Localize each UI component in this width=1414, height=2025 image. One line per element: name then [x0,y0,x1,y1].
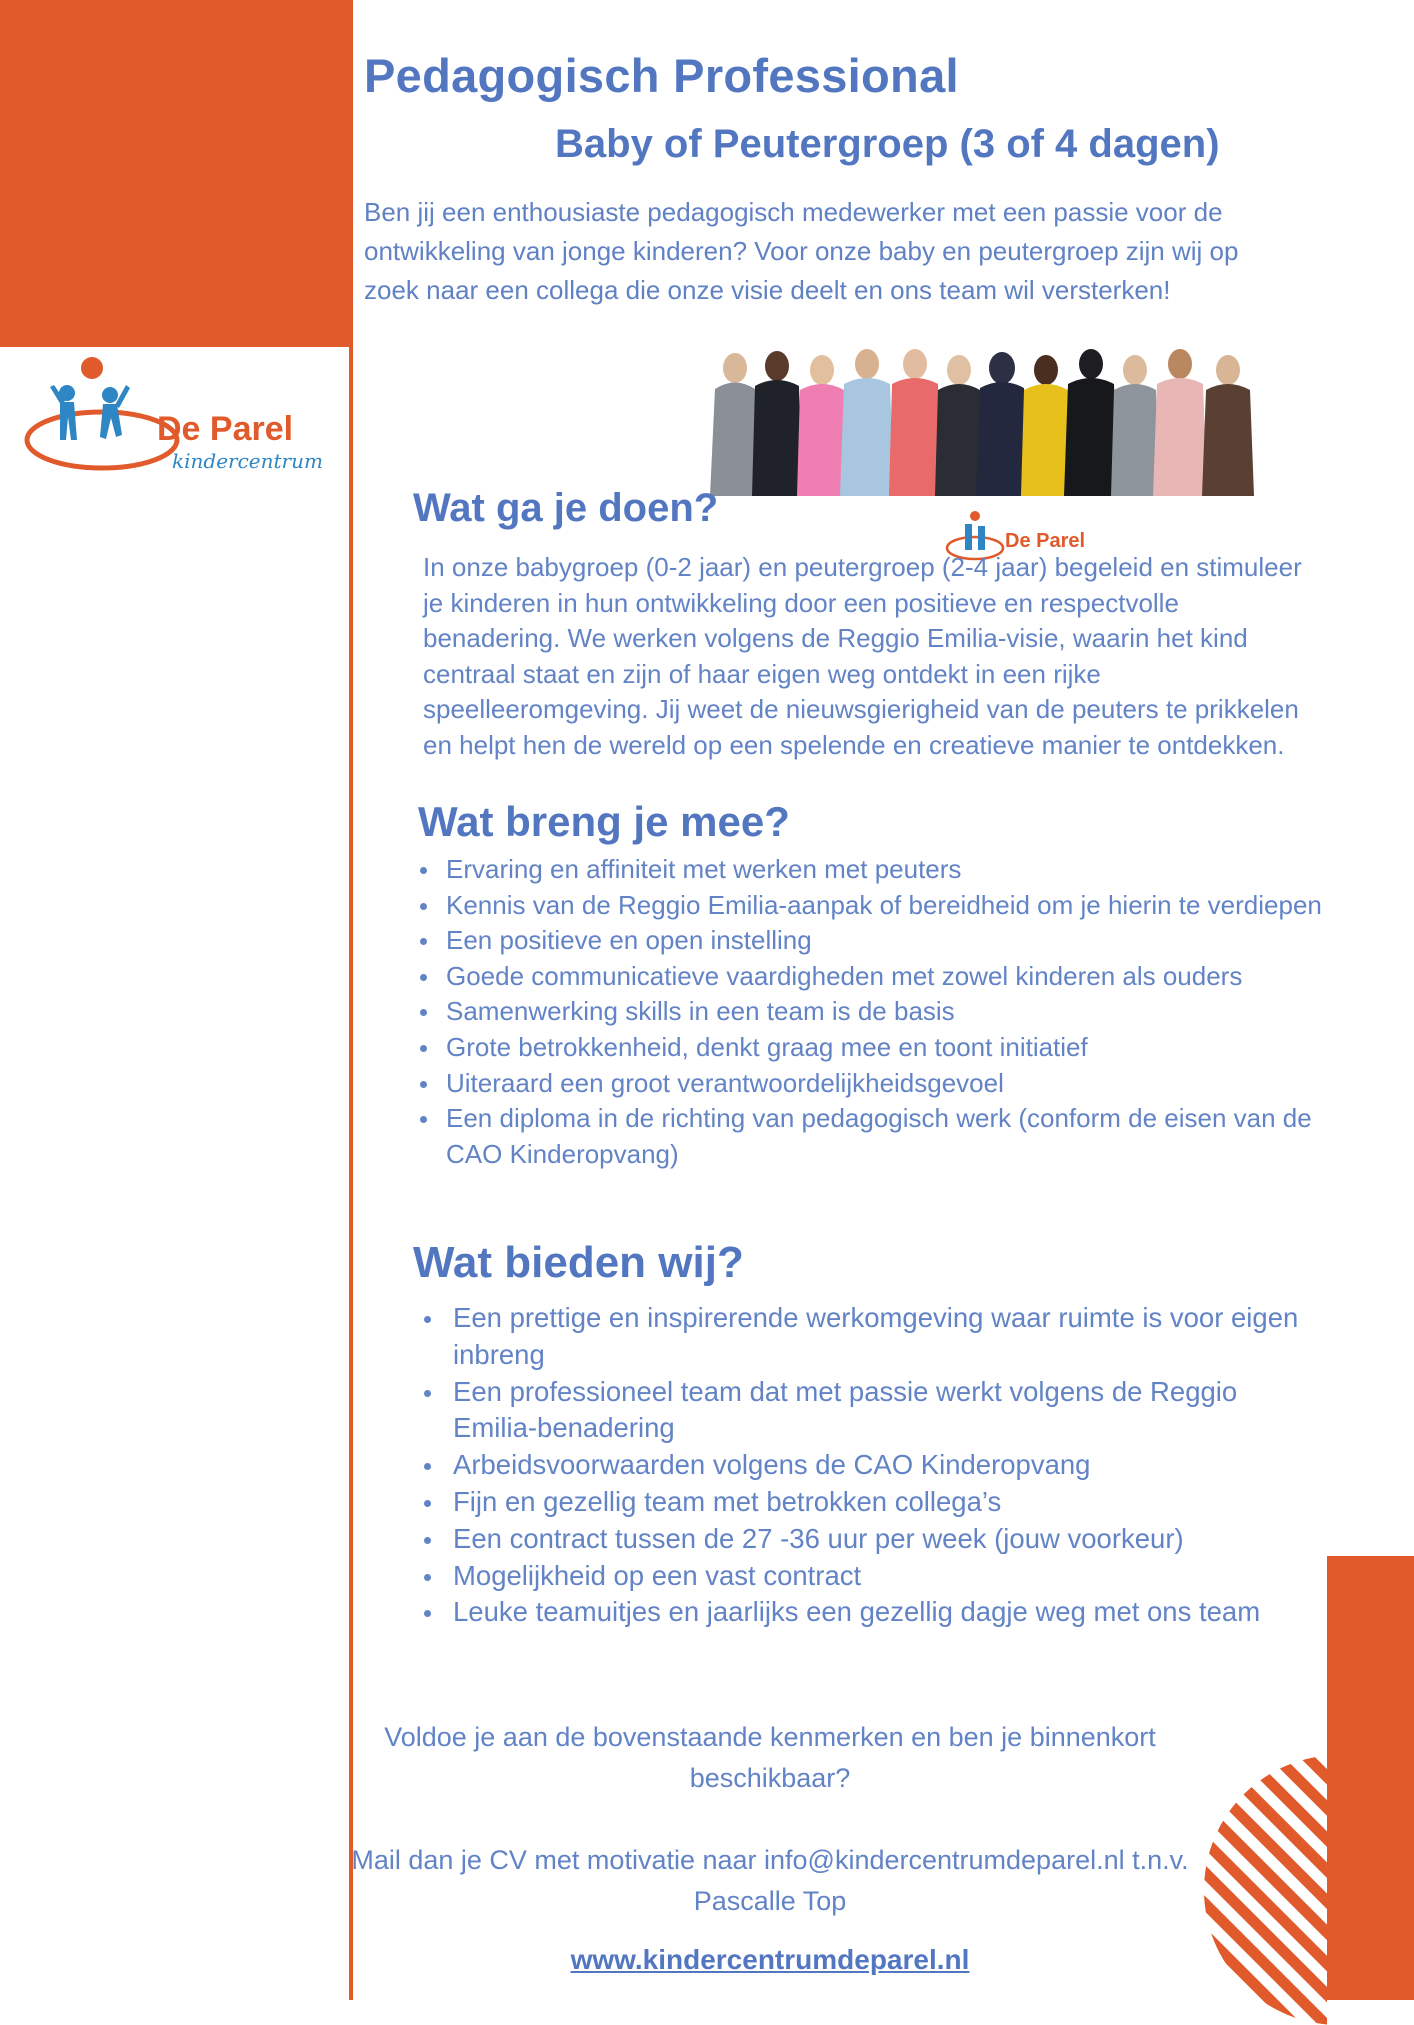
logo-sub: kindercentrum [172,449,323,473]
list-item-text: Een diploma in de richting van pedagogisch werk (conform de eisen van de CAO Kinderopvang) [446,1103,1312,1169]
list-item-text: Een prettige en inspirerende werkomgeving waar ruimte is voor eigen inbreng [453,1302,1299,1370]
page-subtitle: Baby of Peutergroep (3 of 4 dagen) [555,122,1220,166]
heading-wat-breng-je-mee: Wat breng je mee? [418,798,790,845]
bullet-icon [420,1116,427,1123]
list-item [453,1447,1313,1484]
list-item-text: Leuke teamuitjes en jaarlijks een gezellig dagje weg met ons team [453,1596,1261,1628]
intro-paragraph: Ben jij een enthousiaste pedagogisch medewerker met een passie voor de ontwikkeling van jonge kinderen? Voor onze baby en peutergroep zijn wij op zoek naar een collega die onze visie deelt en ons team wil versterken! [364,197,1239,305]
cta-mail-instruction: Mail dan je CV met motivatie naar info@kindercentrumdeparel.nl t.n.v. Pascalle Top [351,1845,1189,1916]
list-item [453,1484,1313,1521]
bullet-icon [424,1316,431,1323]
team-photo [710,344,1365,496]
doen-paragraph: In onze babygroep (0-2 jaar) en peutergroep (2-4 jaar) begeleid en stimuleer je kinderen in hun ontwikkeling door een positieve en respectvolle benadering. We werken volgens de Reggio Emilia-visie, waarin het kind centraal staat en zijn of haar eigen weg ontdekt in een rijke speelleeromgeving. Jij weet de nieuwsgierigheid van de peuters te prikkelen en helpt hen de wereld op een spelende en creatieve manier te ontdekken. [423,552,1302,760]
heading-wat-ga-je-doen: Wat ga je doen? [413,486,719,530]
bullet-icon [420,1081,427,1088]
list-item-text: Grote betrokkenheid, denkt graag mee en toont initiatief [446,1031,1088,1062]
bullet-icon [420,903,427,910]
list-item [453,1558,1313,1595]
small-logo-name: De Parel [1005,530,1086,552]
bullet-icon [424,1500,431,1507]
bullet-icon [420,974,427,981]
list-item-text: Mogelijkheid op een vast contract [453,1559,862,1591]
bullet-icon [424,1463,431,1470]
list-item [453,1594,1313,1631]
list-item-text: Een professioneel team dat met passie werkt volgens de Reggio Emilia-benadering [453,1375,1238,1444]
list-item [446,1030,1326,1066]
list-item-text: Kennis van de Reggio Emilia-aanpak of bereidheid om je hierin te verdiepen [446,889,1322,920]
list-item-text: Uiteraard een groot verantwoordelijkheidsgevoel [446,1067,1004,1098]
list-item [446,888,1326,924]
bullet-icon [424,1537,431,1544]
list-item-text: Goede communicatieve vaardigheden met zowel kinderen als ouders [446,960,1243,991]
heading-wat-bieden-wij: Wat bieden wij? [413,1238,744,1287]
list-item [446,852,1326,888]
list-item [453,1374,1313,1448]
list-item-text: Een contract tussen de 27 -36 uur per week (jouw voorkeur) [453,1522,1184,1554]
list-item-text: Een positieve en open instelling [446,925,812,956]
list-item [446,1066,1326,1102]
list-item [446,994,1326,1030]
list-item [453,1300,1313,1374]
orange-corner-block [0,0,353,347]
list-item-text: Fijn en gezellig team met betrokken collega’s [453,1485,1002,1517]
bullet-icon [420,1045,427,1052]
bullet-icon [424,1610,431,1617]
list-item-text: Samenwerking skills in een team is de basis [446,996,955,1027]
de-parel-logo [22,355,332,485]
list-item-text: Arbeidsvoorwaarden volgens de CAO Kinderopvang [453,1449,1091,1481]
list-item [446,959,1326,995]
list-item [446,923,1326,959]
list-item-text: Ervaring en affiniteit met werken met peuters [446,854,962,884]
website-link[interactable]: www.kindercentrumdeparel.nl [570,1944,970,1975]
cta-question: Voldoe je aan de bovenstaande kenmerken en ben je binnenkort beschikbaar? [384,1722,1156,1793]
bullet-icon [420,1009,427,1016]
page-title: Pedagogisch Professional [364,49,959,102]
list-item [446,1101,1326,1172]
striped-half-circle [1204,1755,1404,2025]
bullet-icon [424,1390,431,1397]
bullet-icon [424,1574,431,1581]
list-item [453,1521,1313,1558]
logo-name: De Parel [157,410,294,448]
bullet-icon [420,938,427,945]
bullet-icon [420,867,427,874]
benefits-list [453,1300,1313,1631]
requirements-list [446,852,1326,1172]
